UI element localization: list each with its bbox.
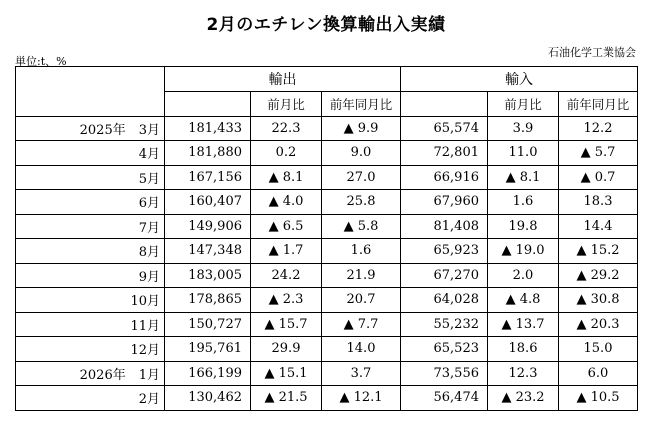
cell-period: 5月 (16, 165, 165, 190)
cell-import-yoy: ▲ 29.2 (559, 263, 638, 288)
cell-import-yoy: ▲ 30.8 (559, 288, 638, 313)
header-import: 輸入 (401, 67, 638, 92)
cell-export-mom: ▲ 15.7 (251, 312, 322, 337)
cell-import: 65,523 (401, 337, 488, 362)
cell-export-yoy: 14.0 (322, 337, 401, 362)
trade-table (15, 66, 638, 411)
cell-export: 130,462 (165, 386, 251, 411)
table-row (16, 165, 638, 190)
cell-export-mom: ▲ 6.5 (251, 214, 322, 239)
cell-import: 64,028 (401, 288, 488, 313)
cell-import: 73,556 (401, 361, 488, 386)
cell-export-mom: 0.2 (251, 141, 322, 166)
cell-import-mom: 18.6 (488, 337, 559, 362)
cell-export: 181,880 (165, 141, 251, 166)
header-import-volume (401, 92, 488, 117)
cell-import: 55,232 (401, 312, 488, 337)
cell-import: 66,916 (401, 165, 488, 190)
cell-export-mom: ▲ 15.1 (251, 361, 322, 386)
cell-import-yoy: ▲ 20.3 (559, 312, 638, 337)
cell-import-mom: ▲ 13.7 (488, 312, 559, 337)
header-import-mom: 前月比 (488, 92, 559, 117)
cell-import-mom: 12.3 (488, 361, 559, 386)
cell-export-mom: ▲ 2.3 (251, 288, 322, 313)
cell-period: 12月 (16, 337, 165, 362)
table-row (16, 361, 638, 386)
cell-export-mom: 29.9 (251, 337, 322, 362)
cell-export-mom: ▲ 4.0 (251, 190, 322, 215)
unit-label: 単位:t、% (15, 55, 67, 68)
cell-export-mom: ▲ 1.7 (251, 239, 322, 264)
cell-import-mom: 1.6 (488, 190, 559, 215)
cell-export-mom: ▲ 8.1 (251, 165, 322, 190)
cell-period: 9月 (16, 263, 165, 288)
cell-import-mom: ▲ 23.2 (488, 386, 559, 411)
header-export: 輸出 (165, 67, 401, 92)
cell-export: 166,199 (165, 361, 251, 386)
cell-import: 72,801 (401, 141, 488, 166)
cell-period: 7月 (16, 214, 165, 239)
cell-import-mom: ▲ 4.8 (488, 288, 559, 313)
cell-period: 6月 (16, 190, 165, 215)
cell-export-yoy: 9.0 (322, 141, 401, 166)
cell-export-yoy: 20.7 (322, 288, 401, 313)
header-export-volume (165, 92, 251, 117)
cell-period: 11月 (16, 312, 165, 337)
cell-import: 67,270 (401, 263, 488, 288)
page-title: 2月のエチレン換算輸出入実績 (206, 15, 446, 35)
cell-export-mom: ▲ 21.5 (251, 386, 322, 411)
cell-export-yoy: ▲ 7.7 (322, 312, 401, 337)
cell-export: 183,005 (165, 263, 251, 288)
cell-import-mom: 2.0 (488, 263, 559, 288)
cell-export: 149,906 (165, 214, 251, 239)
header-import-yoy: 前年同月比 (559, 92, 638, 117)
cell-import: 67,960 (401, 190, 488, 215)
cell-export: 150,727 (165, 312, 251, 337)
table-row (16, 214, 638, 239)
cell-period: 2026年 1月 (16, 361, 165, 386)
header-row-group (16, 67, 638, 92)
cell-import-yoy: ▲ 0.7 (559, 165, 638, 190)
cell-import-yoy: ▲ 15.2 (559, 239, 638, 264)
cell-export-yoy: ▲ 12.1 (322, 386, 401, 411)
cell-export: 181,433 (165, 116, 251, 141)
cell-export-yoy: 25.8 (322, 190, 401, 215)
table-row (16, 190, 638, 215)
cell-import-mom: 19.8 (488, 214, 559, 239)
table-row (16, 288, 638, 313)
cell-export-yoy: 1.6 (322, 239, 401, 264)
source-label: 石油化学工業協会 (548, 46, 636, 59)
cell-export: 178,865 (165, 288, 251, 313)
cell-period: 8月 (16, 239, 165, 264)
cell-import-yoy: 6.0 (559, 361, 638, 386)
table-row (16, 116, 638, 141)
cell-import: 81,408 (401, 214, 488, 239)
table-row (16, 141, 638, 166)
header-blank (16, 67, 165, 117)
cell-import-yoy: ▲ 5.7 (559, 141, 638, 166)
cell-import-mom: ▲ 8.1 (488, 165, 559, 190)
cell-import-mom: 11.0 (488, 141, 559, 166)
cell-import-yoy: 15.0 (559, 337, 638, 362)
table-row (16, 239, 638, 264)
table-row (16, 312, 638, 337)
header-export-yoy: 前年同月比 (322, 92, 401, 117)
cell-period: 4月 (16, 141, 165, 166)
cell-import: 65,574 (401, 116, 488, 141)
cell-import-yoy: 14.4 (559, 214, 638, 239)
header-export-mom: 前月比 (251, 92, 322, 117)
cell-export-yoy: 21.9 (322, 263, 401, 288)
cell-import-mom: 3.9 (488, 116, 559, 141)
cell-import-mom: ▲ 19.0 (488, 239, 559, 264)
cell-export: 195,761 (165, 337, 251, 362)
table-row (16, 386, 638, 411)
cell-import: 65,923 (401, 239, 488, 264)
table-row (16, 337, 638, 362)
cell-export-mom: 24.2 (251, 263, 322, 288)
cell-export: 167,156 (165, 165, 251, 190)
cell-import-yoy: 12.2 (559, 116, 638, 141)
table-row (16, 263, 638, 288)
cell-import-yoy: ▲ 10.5 (559, 386, 638, 411)
cell-period: 2月 (16, 386, 165, 411)
cell-export-yoy: ▲ 9.9 (322, 116, 401, 141)
cell-import: 56,474 (401, 386, 488, 411)
cell-export-yoy: 27.0 (322, 165, 401, 190)
table-body (16, 67, 638, 411)
cell-export: 160,407 (165, 190, 251, 215)
cell-export-mom: 22.3 (251, 116, 322, 141)
cell-period: 2025年 3月 (16, 116, 165, 141)
cell-export-yoy: ▲ 5.8 (322, 214, 401, 239)
cell-period: 10月 (16, 288, 165, 313)
cell-import-yoy: 18.3 (559, 190, 638, 215)
cell-export: 147,348 (165, 239, 251, 264)
cell-export-yoy: 3.7 (322, 361, 401, 386)
